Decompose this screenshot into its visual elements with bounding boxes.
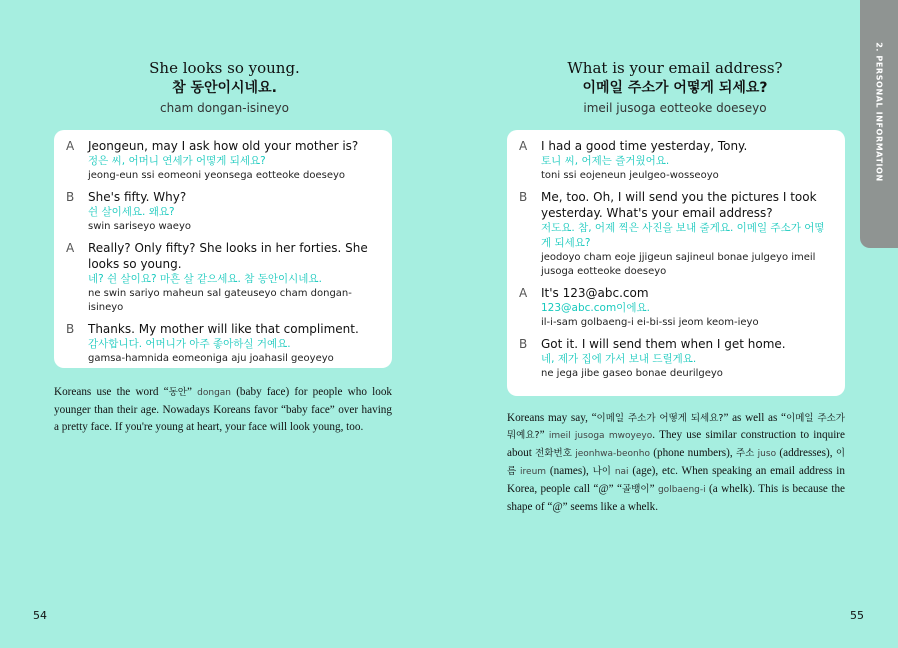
note-text: (age), etc. When speaking an email address in Korea, people call “@” “ — [507, 465, 845, 495]
speaker-label: A — [66, 241, 75, 255]
note-korean: 동안 — [168, 387, 187, 398]
line-romanization: ne jega jibe gaseo bonae deurilgeyo — [541, 368, 723, 379]
note-korean: 나이 — [592, 466, 611, 477]
dialogue-line — [66, 240, 380, 315]
speaker-label: B — [519, 337, 528, 351]
dialogue-line — [519, 138, 833, 183]
dialogue-card — [507, 130, 845, 396]
line-korean: 저도요. 참, 어제 찍은 사진을 보내 줄게요. 이메일 주소가 어떻게 되세요? — [541, 222, 825, 249]
line-romanization: toni ssi eojeneun jeulgeo-wosseoyo — [541, 170, 719, 181]
speaker-label: B — [66, 190, 75, 204]
heading-romanization: imeil jusoga eotteoke doeseyo — [583, 101, 767, 115]
line-korean: 123@abc.com이에요. — [541, 302, 650, 314]
dialogue-line — [66, 189, 380, 234]
note-korean: 이름 — [507, 448, 846, 477]
heading-romanization: cham dongan-isineyo — [160, 101, 289, 115]
line-korean: 토니 씨, 어제는 즐거웠어요. — [541, 155, 670, 167]
line-romanization: swin sariseyo waeyo — [88, 221, 191, 232]
note-text: (a whelk). This is because the shape of “@” seems like a whelk. — [507, 483, 845, 513]
note-romanization: dongan — [197, 388, 231, 398]
line-english: I had a good time yesterday, Tony. — [541, 139, 748, 153]
note-romanization: nai — [614, 467, 629, 477]
right-page — [449, 0, 898, 648]
dialogue-line — [66, 321, 380, 366]
dialogue-line — [519, 189, 833, 279]
speaker-label: B — [66, 322, 75, 336]
line-korean: 네? 쉰 살이요? 마흔 살 같으세요. 참 동안이시네요. — [88, 273, 322, 285]
note-romanization: ireum — [520, 467, 547, 477]
speaker-label: A — [519, 139, 528, 153]
speaker-label: B — [519, 190, 528, 204]
line-english: Me, too. Oh, I will send you the pictures I took yesterday. What's your email address? — [541, 190, 817, 220]
line-english: She's fifty. Why? — [88, 190, 187, 204]
note-korean: 이메일 주소가 어떻게 되세요? — [596, 413, 724, 424]
note-text: ” — [186, 386, 198, 398]
line-romanization: ne swin sariyo maheun sal gateuseyo cham dongan-isineyo — [88, 288, 352, 313]
heading-english: What is your email address? — [567, 59, 783, 77]
dialogue-card — [54, 130, 392, 368]
note-korean: 전화번호 — [535, 448, 572, 459]
note-text: Koreans use the word “ — [54, 386, 169, 398]
note-korean: 주소 — [736, 448, 755, 459]
phrase-heading — [449, 58, 898, 118]
dialogue-line — [519, 336, 833, 381]
line-korean: 쉰 살이세요. 왜요? — [88, 206, 175, 218]
speaker-label: A — [66, 139, 75, 153]
speaker-label: A — [519, 286, 528, 300]
chapter-tab-label: 2. PERSONAL INFORMATION — [874, 42, 884, 182]
page-number: 54 — [33, 609, 47, 622]
line-korean: 정은 씨, 어머니 연세가 어떻게 되세요? — [88, 155, 266, 167]
note-text: (baby face) for people who look younger than their age. Nowadays Koreans favor “baby face” over having a pretty face. If you're young at heart, your face will look young, too. — [54, 386, 393, 433]
heading-korean: 이메일 주소가 어떻게 되세요? — [582, 80, 768, 96]
note-romanization: golbaeng-i — [657, 485, 706, 495]
heading-english: She looks so young. — [149, 59, 300, 77]
line-english: Really? Only fifty? She looks in her forties. She looks so young. — [88, 241, 368, 271]
line-english: Got it. I will send them when I get home. — [541, 337, 786, 351]
phrase-heading — [0, 58, 449, 118]
note-romanization: jeonhwa-beonho — [575, 449, 650, 459]
line-romanization: il-i-sam golbaeng-i ei-bi-ssi jeom keom-ieyo — [541, 317, 759, 328]
note-text: . They use similar construction to inquire about — [507, 429, 846, 459]
line-romanization: gamsa-hamnida eomeoniga aju joahasil geoyeyo — [88, 353, 334, 364]
culture-note — [507, 410, 845, 516]
note-romanization: imeil jusoga mwoyeyo — [548, 431, 653, 441]
line-english: Thanks. My mother will like that compliment. — [88, 322, 359, 336]
line-korean: 네, 제가 집에 가서 보내 드릴게요. — [541, 353, 697, 365]
note-text: Koreans may say, “ — [507, 412, 597, 424]
dialogue-line — [519, 285, 833, 330]
note-text: (names), — [546, 465, 593, 477]
note-romanization: juso — [757, 449, 777, 459]
culture-note — [54, 384, 392, 436]
line-romanization: jeodoyo cham eoje jjigeun sajineul bonae julgeyo imeil jusoga eotteoke doeseyo — [541, 252, 816, 277]
note-korean: 이메일 주소가 뭐예요? — [507, 413, 845, 441]
line-korean: 감사합니다. 어머니가 아주 좋아하실 거예요. — [88, 338, 291, 350]
note-text: (phone numbers), — [649, 447, 736, 459]
heading-korean: 참 동안이시네요. — [172, 80, 277, 96]
page-number: 55 — [850, 609, 864, 622]
line-romanization: jeong-eun ssi eomeoni yeonsega eotteoke doeseyo — [88, 170, 346, 181]
chapter-tab — [860, 0, 898, 248]
note-text: ” — [539, 429, 549, 441]
line-english: Jeongeun, may I ask how old your mother is? — [88, 139, 359, 153]
note-korean: 골뱅이 — [622, 484, 650, 495]
line-english: It's 123@abc.com — [541, 286, 649, 300]
dialogue-line — [66, 138, 380, 183]
note-text: ” as well as “ — [723, 412, 787, 424]
note-text: (addresses), — [776, 447, 836, 459]
note-text: ” — [649, 483, 658, 495]
